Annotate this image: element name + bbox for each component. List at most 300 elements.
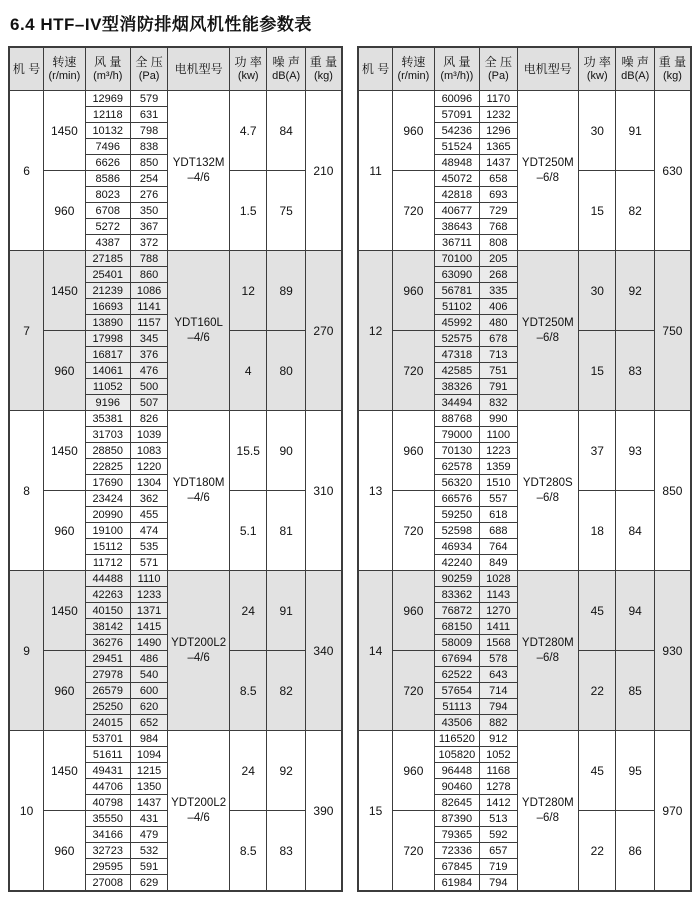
pressure-cell: 1232 <box>480 107 517 123</box>
flow-cell: 52598 <box>434 523 480 539</box>
pressure-cell: 367 <box>130 219 167 235</box>
pressure-cell: 1490 <box>130 635 167 651</box>
pressure-cell: 1143 <box>480 587 517 603</box>
noise-cell: 85 <box>616 651 654 731</box>
column-header <box>358 47 393 91</box>
flow-cell: 17998 <box>85 331 130 347</box>
column-header-label: 全 压 <box>484 55 513 70</box>
speed-cell: 960 <box>393 731 434 811</box>
speed-cell: 720 <box>393 491 434 571</box>
flow-cell: 44488 <box>85 571 130 587</box>
table-row <box>358 251 691 267</box>
pressure-cell: 1094 <box>130 747 167 763</box>
tables-container <box>8 46 692 892</box>
column-header-label: 功 率 <box>583 55 611 70</box>
flow-cell: 35381 <box>85 411 130 427</box>
noise-cell: 89 <box>267 251 305 331</box>
flow-cell: 56781 <box>434 283 480 299</box>
pressure-cell: 693 <box>480 187 517 203</box>
flow-cell: 76872 <box>434 603 480 619</box>
power-cell: 30 <box>579 251 616 331</box>
flow-cell: 59250 <box>434 507 480 523</box>
pressure-cell: 729 <box>480 203 517 219</box>
pressure-cell: 808 <box>480 235 517 251</box>
flow-cell: 5272 <box>85 219 130 235</box>
flow-cell: 8586 <box>85 171 130 187</box>
flow-cell: 70100 <box>434 251 480 267</box>
flow-cell: 83362 <box>434 587 480 603</box>
pressure-cell: 1411 <box>480 619 517 635</box>
flow-cell: 67694 <box>434 651 480 667</box>
motor-model-line: YDT250M <box>521 317 574 330</box>
pressure-cell: 345 <box>130 331 167 347</box>
motor-model-line: YDT280M <box>521 637 574 650</box>
pressure-cell: 1086 <box>130 283 167 299</box>
column-header <box>480 47 517 91</box>
flow-cell: 40798 <box>85 795 130 811</box>
column-header-label: 风 量 <box>443 55 471 70</box>
pressure-cell: 719 <box>480 859 517 875</box>
noise-cell: 91 <box>267 571 305 651</box>
motor-model-cell <box>517 251 578 411</box>
motor-model-cell <box>168 411 230 571</box>
flow-cell: 116520 <box>434 731 480 747</box>
noise-cell: 84 <box>267 91 305 171</box>
noise-cell: 84 <box>616 491 654 571</box>
flow-cell: 14061 <box>85 363 130 379</box>
flow-cell: 42585 <box>434 363 480 379</box>
pressure-cell: 832 <box>480 395 517 411</box>
flow-cell: 31703 <box>85 427 130 443</box>
motor-model-line: –6/8 <box>536 331 559 344</box>
weight-cell: 970 <box>654 731 691 892</box>
table-row <box>9 91 342 107</box>
pressure-cell: 1510 <box>480 475 517 491</box>
flow-cell: 28850 <box>85 443 130 459</box>
motor-model-line: YDT200L2 <box>171 637 227 650</box>
pressure-cell: 882 <box>480 715 517 731</box>
pressure-cell: 1350 <box>130 779 167 795</box>
page-title: 6.4 HTF–IV型消防排烟风机性能参数表 <box>10 15 312 34</box>
power-cell: 24 <box>229 731 266 811</box>
pressure-cell: 860 <box>130 267 167 283</box>
machine-no-cell: 11 <box>358 91 393 251</box>
speed-cell: 960 <box>393 91 434 171</box>
motor-model-line: YDT160L <box>174 317 223 330</box>
pressure-cell: 507 <box>130 395 167 411</box>
column-header-unit: (Pa) <box>138 69 160 82</box>
motor-model-line: –4/6 <box>187 171 210 184</box>
pressure-cell: 1220 <box>130 459 167 475</box>
pressure-cell: 688 <box>480 523 517 539</box>
flow-cell: 40677 <box>434 203 480 219</box>
table-row <box>358 731 691 747</box>
pressure-cell: 1157 <box>130 315 167 331</box>
flow-cell: 105820 <box>434 747 480 763</box>
flow-cell: 4387 <box>85 235 130 251</box>
flow-cell: 68150 <box>434 619 480 635</box>
flow-cell: 61984 <box>434 875 480 892</box>
pressure-cell: 713 <box>480 347 517 363</box>
pressure-cell: 643 <box>480 667 517 683</box>
flow-cell: 35550 <box>85 811 130 827</box>
speed-cell: 1450 <box>44 251 85 331</box>
noise-cell: 92 <box>267 731 305 811</box>
flow-cell: 12969 <box>85 91 130 107</box>
column-header-unit: dB(A) <box>272 69 301 82</box>
machine-no-cell: 13 <box>358 411 393 571</box>
pressure-cell: 1437 <box>130 795 167 811</box>
flow-cell: 19100 <box>85 523 130 539</box>
motor-model-line: –6/8 <box>536 491 559 504</box>
pressure-cell: 1052 <box>480 747 517 763</box>
power-cell: 30 <box>579 91 616 171</box>
column-header <box>616 47 654 91</box>
flow-cell: 20990 <box>85 507 130 523</box>
machine-no-cell: 8 <box>9 411 44 571</box>
column-header-label: 噪 声 <box>621 55 649 70</box>
flow-cell: 13890 <box>85 315 130 331</box>
flow-cell: 90460 <box>434 779 480 795</box>
power-cell: 8.5 <box>229 651 266 731</box>
flow-cell: 45992 <box>434 315 480 331</box>
power-cell: 24 <box>229 571 266 651</box>
machine-no-cell: 10 <box>9 731 44 892</box>
pressure-cell: 912 <box>480 731 517 747</box>
noise-cell: 92 <box>616 251 654 331</box>
column-header <box>9 47 44 91</box>
flow-cell: 42818 <box>434 187 480 203</box>
flow-cell: 87390 <box>434 811 480 827</box>
flow-cell: 25401 <box>85 267 130 283</box>
pressure-cell: 591 <box>130 859 167 875</box>
flow-cell: 51524 <box>434 139 480 155</box>
flow-cell: 52575 <box>434 331 480 347</box>
flow-cell: 38142 <box>85 619 130 635</box>
column-header <box>85 47 130 91</box>
pressure-cell: 1110 <box>130 571 167 587</box>
noise-cell: 82 <box>267 651 305 731</box>
flow-cell: 8023 <box>85 187 130 203</box>
flow-cell: 82645 <box>434 795 480 811</box>
pressure-cell: 376 <box>130 347 167 363</box>
column-header-label: 功 率 <box>234 55 262 70</box>
flow-cell: 49431 <box>85 763 130 779</box>
power-cell: 12 <box>229 251 266 331</box>
flow-cell: 96448 <box>434 763 480 779</box>
pressure-cell: 849 <box>480 555 517 571</box>
noise-cell: 95 <box>616 731 654 811</box>
flow-cell: 53701 <box>85 731 130 747</box>
pressure-cell: 486 <box>130 651 167 667</box>
noise-cell: 81 <box>267 491 305 571</box>
pressure-cell: 513 <box>480 811 517 827</box>
flow-cell: 34166 <box>85 827 130 843</box>
power-cell: 4.7 <box>229 91 266 171</box>
pressure-cell: 1233 <box>130 587 167 603</box>
column-header <box>393 47 434 91</box>
pressure-cell: 476 <box>130 363 167 379</box>
noise-cell: 86 <box>616 811 654 892</box>
motor-model-cell <box>168 251 230 411</box>
column-header-label: 机 号 <box>361 61 390 76</box>
pressure-cell: 557 <box>480 491 517 507</box>
table-row <box>9 411 342 427</box>
pressure-cell: 1412 <box>480 795 517 811</box>
pressure-cell: 1278 <box>480 779 517 795</box>
column-header <box>168 47 230 91</box>
flow-cell: 10132 <box>85 123 130 139</box>
machine-no-cell: 15 <box>358 731 393 892</box>
pressure-cell: 1568 <box>480 635 517 651</box>
motor-model-cell <box>168 571 230 731</box>
speed-cell: 960 <box>44 491 85 571</box>
speed-cell: 720 <box>393 651 434 731</box>
weight-cell: 630 <box>654 91 691 251</box>
column-header-label: 机 号 <box>12 61 41 76</box>
noise-cell: 83 <box>267 811 305 892</box>
pressure-cell: 1168 <box>480 763 517 779</box>
pressure-cell: 791 <box>480 379 517 395</box>
machine-no-cell: 6 <box>9 91 44 251</box>
flow-cell: 26579 <box>85 683 130 699</box>
pressure-cell: 1365 <box>480 139 517 155</box>
header-row <box>9 47 342 91</box>
pressure-cell: 1415 <box>130 619 167 635</box>
motor-model-line: YDT200L2 <box>171 797 227 810</box>
flow-cell: 16693 <box>85 299 130 315</box>
noise-cell: 93 <box>616 411 654 491</box>
flow-cell: 29595 <box>85 859 130 875</box>
motor-model-line: YDT280M <box>521 797 574 810</box>
speed-cell: 1450 <box>44 411 85 491</box>
motor-model-line: –6/8 <box>536 651 559 664</box>
power-cell: 22 <box>579 651 616 731</box>
column-header-unit: (m³/h)) <box>440 69 474 82</box>
power-cell: 8.5 <box>229 811 266 892</box>
noise-cell: 80 <box>267 331 305 411</box>
column-header-label: 重 量 <box>309 55 338 70</box>
power-cell: 15 <box>579 331 616 411</box>
weight-cell: 750 <box>654 251 691 411</box>
pressure-cell: 205 <box>480 251 517 267</box>
pressure-cell: 751 <box>480 363 517 379</box>
flow-cell: 7496 <box>85 139 130 155</box>
column-header <box>579 47 616 91</box>
flow-cell: 47318 <box>434 347 480 363</box>
power-cell: 15 <box>579 171 616 251</box>
motor-model-cell <box>168 731 230 892</box>
power-cell: 45 <box>579 571 616 651</box>
weight-cell: 930 <box>654 571 691 731</box>
pressure-cell: 794 <box>480 875 517 892</box>
flow-cell: 29451 <box>85 651 130 667</box>
flow-cell: 15112 <box>85 539 130 555</box>
pressure-cell: 362 <box>130 491 167 507</box>
flow-cell: 9196 <box>85 395 130 411</box>
speed-cell: 720 <box>393 811 434 892</box>
speed-cell: 1450 <box>44 731 85 811</box>
pressure-cell: 1223 <box>480 443 517 459</box>
speed-cell: 960 <box>44 651 85 731</box>
flow-cell: 88768 <box>434 411 480 427</box>
pressure-cell: 1141 <box>130 299 167 315</box>
motor-model-line: YDT132M <box>172 157 225 170</box>
pressure-cell: 657 <box>480 843 517 859</box>
motor-model-cell <box>517 731 578 892</box>
motor-model-line: –4/6 <box>187 811 210 824</box>
pressure-cell: 788 <box>130 251 167 267</box>
power-cell: 15.5 <box>229 411 266 491</box>
column-header-label: 电机型号 <box>174 61 223 76</box>
column-header-label: 转速 <box>401 55 426 70</box>
flow-cell: 34494 <box>434 395 480 411</box>
column-header <box>130 47 167 91</box>
pressure-cell: 1039 <box>130 427 167 443</box>
pressure-cell: 479 <box>130 827 167 843</box>
column-header <box>654 47 691 91</box>
pressure-cell: 1304 <box>130 475 167 491</box>
flow-cell: 44706 <box>85 779 130 795</box>
pressure-cell: 276 <box>130 187 167 203</box>
column-header-label: 全 压 <box>135 55 163 70</box>
flow-cell: 42240 <box>434 555 480 571</box>
pressure-cell: 768 <box>480 219 517 235</box>
flow-cell: 38326 <box>434 379 480 395</box>
column-header <box>434 47 480 91</box>
power-cell: 22 <box>579 811 616 892</box>
motor-model-line: –4/6 <box>187 331 210 344</box>
flow-cell: 17690 <box>85 475 130 491</box>
column-header-label: 转速 <box>52 55 77 70</box>
flow-cell: 21239 <box>85 283 130 299</box>
speed-cell: 960 <box>44 331 85 411</box>
power-cell: 1.5 <box>229 171 266 251</box>
pressure-cell: 1296 <box>480 123 517 139</box>
flow-cell: 58009 <box>434 635 480 651</box>
flow-cell: 57091 <box>434 107 480 123</box>
pressure-cell: 500 <box>130 379 167 395</box>
pressure-cell: 268 <box>480 267 517 283</box>
flow-cell: 11052 <box>85 379 130 395</box>
pressure-cell: 826 <box>130 411 167 427</box>
table-row <box>358 411 691 427</box>
flow-cell: 51102 <box>434 299 480 315</box>
column-header <box>305 47 342 91</box>
column-header <box>267 47 305 91</box>
flow-cell: 62522 <box>434 667 480 683</box>
weight-cell: 270 <box>305 251 342 411</box>
column-header-label: 噪 声 <box>272 55 300 70</box>
flow-cell: 72336 <box>434 843 480 859</box>
pressure-cell: 1170 <box>480 91 517 107</box>
speed-cell: 720 <box>393 171 434 251</box>
motor-model-cell <box>168 91 230 251</box>
pressure-cell: 480 <box>480 315 517 331</box>
noise-cell: 82 <box>616 171 654 251</box>
column-header <box>517 47 578 91</box>
flow-cell: 25250 <box>85 699 130 715</box>
pressure-cell: 1371 <box>130 603 167 619</box>
pressure-cell: 1100 <box>480 427 517 443</box>
table-row <box>9 251 342 267</box>
flow-cell: 79365 <box>434 827 480 843</box>
pressure-cell: 571 <box>130 555 167 571</box>
noise-cell: 94 <box>616 571 654 651</box>
flow-cell: 24015 <box>85 715 130 731</box>
power-cell: 4 <box>229 331 266 411</box>
pressure-cell: 652 <box>130 715 167 731</box>
column-header-unit: (Pa) <box>487 69 509 82</box>
speed-cell: 960 <box>44 171 85 251</box>
column-header-unit: (kw) <box>586 69 608 82</box>
motor-model-cell <box>517 411 578 571</box>
pressure-cell: 372 <box>130 235 167 251</box>
flow-cell: 32723 <box>85 843 130 859</box>
speed-cell: 1450 <box>44 571 85 651</box>
table-row <box>358 91 691 107</box>
pressure-cell: 350 <box>130 203 167 219</box>
power-cell: 18 <box>579 491 616 571</box>
motor-model-line: –4/6 <box>187 651 210 664</box>
pressure-cell: 850 <box>130 155 167 171</box>
pressure-cell: 838 <box>130 139 167 155</box>
flow-cell: 51611 <box>85 747 130 763</box>
column-header-unit: (kg) <box>313 69 333 82</box>
machine-no-cell: 12 <box>358 251 393 411</box>
power-cell: 5.1 <box>229 491 266 571</box>
pressure-cell: 1215 <box>130 763 167 779</box>
pressure-cell: 535 <box>130 539 167 555</box>
motor-model-line: YDT180M <box>172 477 225 490</box>
flow-cell: 27185 <box>85 251 130 267</box>
pressure-cell: 1270 <box>480 603 517 619</box>
pressure-cell: 431 <box>130 811 167 827</box>
flow-cell: 46934 <box>434 539 480 555</box>
speed-cell: 960 <box>44 811 85 892</box>
flow-cell: 70130 <box>434 443 480 459</box>
table-row <box>9 731 342 747</box>
weight-cell: 310 <box>305 411 342 571</box>
motor-model-line: –4/6 <box>187 491 210 504</box>
column-header-unit: dB(A) <box>621 69 650 82</box>
noise-cell: 75 <box>267 171 305 251</box>
pressure-cell: 579 <box>130 91 167 107</box>
speed-cell: 960 <box>393 251 434 331</box>
machine-no-cell: 9 <box>9 571 44 731</box>
flow-cell: 45072 <box>434 171 480 187</box>
flow-cell: 51113 <box>434 699 480 715</box>
pressure-cell: 1437 <box>480 155 517 171</box>
column-header-unit: (r/min) <box>397 69 430 82</box>
pressure-cell: 532 <box>130 843 167 859</box>
noise-cell: 90 <box>267 411 305 491</box>
weight-cell: 390 <box>305 731 342 892</box>
pressure-cell: 1359 <box>480 459 517 475</box>
pressure-cell: 620 <box>130 699 167 715</box>
flow-cell: 36276 <box>85 635 130 651</box>
weight-cell: 210 <box>305 91 342 251</box>
flow-cell: 43506 <box>434 715 480 731</box>
pressure-cell: 984 <box>130 731 167 747</box>
weight-cell: 850 <box>654 411 691 571</box>
speed-cell: 720 <box>393 331 434 411</box>
pressure-cell: 474 <box>130 523 167 539</box>
machine-no-cell: 7 <box>9 251 44 411</box>
flow-cell: 38643 <box>434 219 480 235</box>
column-header-unit: (kw) <box>237 69 259 82</box>
motor-model-line: YDT280S <box>522 477 573 490</box>
